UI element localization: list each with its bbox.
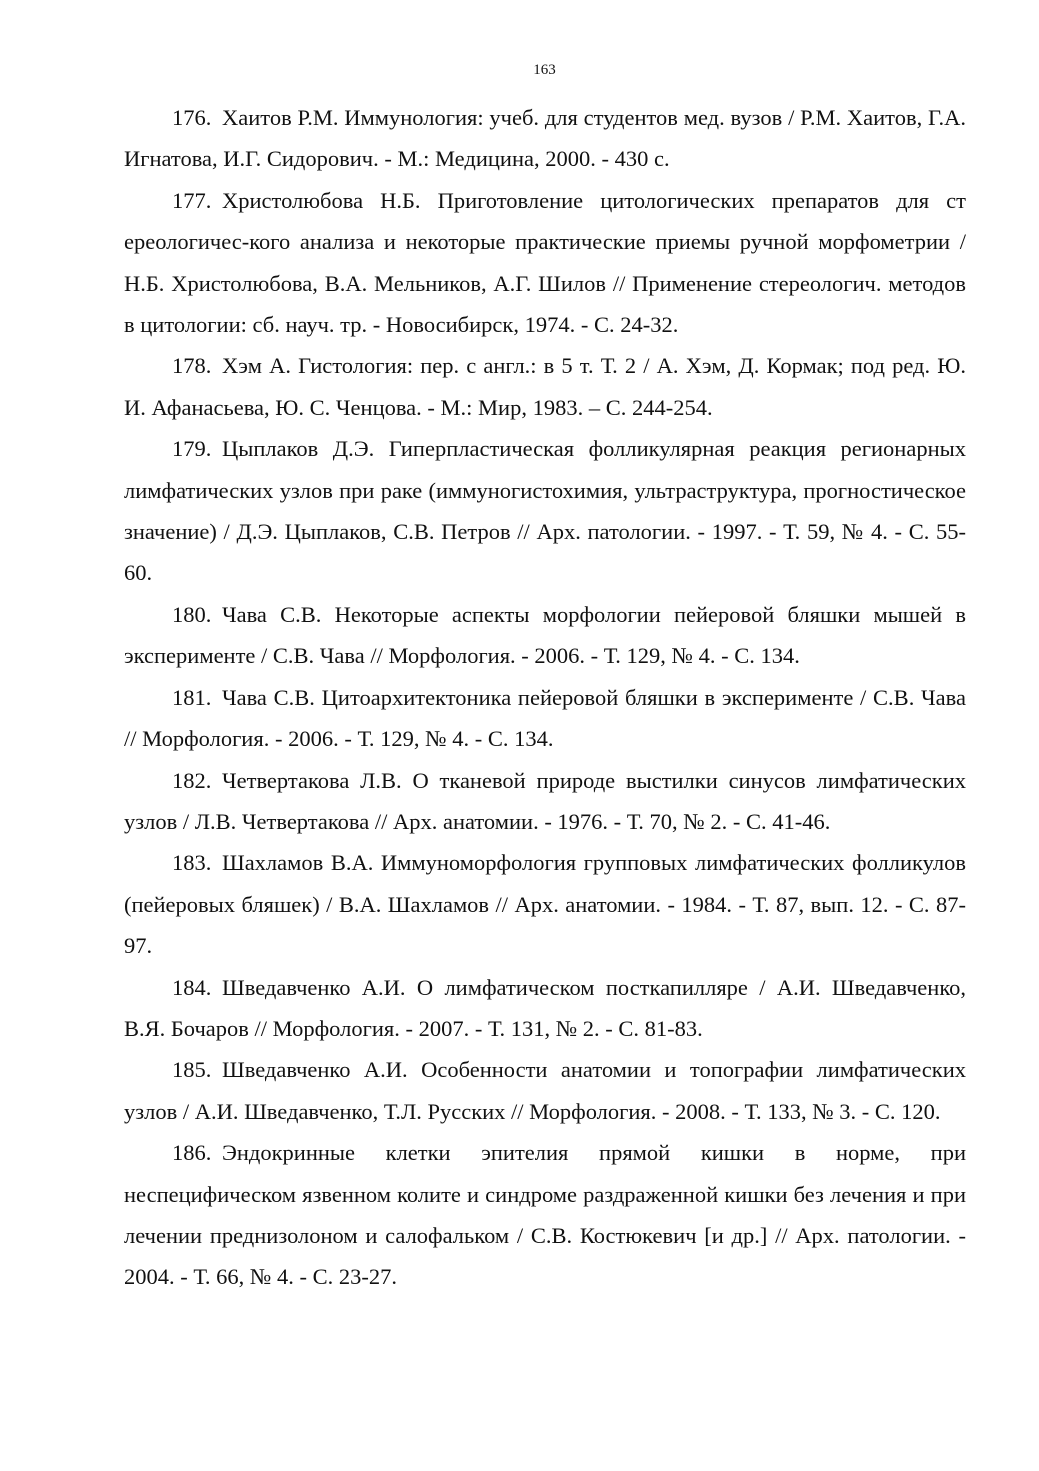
page-number: 163	[533, 62, 556, 78]
reference-number: 181.	[172, 684, 212, 710]
reference-item	[124, 677, 966, 760]
reference-item	[124, 967, 966, 1050]
reference-number: 182.	[172, 767, 212, 793]
reference-text: Чава С.В. Цитоархитектоника пейеровой бляшки в эксперименте / С.В. Чава // Морфология. - 2006. - Т. 129, № 4. - С. 134.	[124, 684, 966, 752]
reference-text: Чава С.В. Некоторые аспекты морфологии пейеровой бляшки мышей в эксперименте / С.В. Чава // Морфология. - 2006. - Т. 129, № 4. - С. 134.	[124, 601, 966, 669]
reference-number: 180.	[172, 601, 212, 627]
reference-number: 179.	[172, 436, 212, 462]
reference-text: Шахламов В.А. Иммуноморфология групповых лимфатических фолликулов (пейеровых бляшек) / В.А. Шахламов // Арх. анатомии. - 1984. - Т. 87, вып. 12. - С. 87-97.	[124, 850, 966, 959]
reference-item	[124, 594, 966, 677]
reference-text: Хаитов Р.М. Иммунология: учеб. для студентов мед. вузов / Р.М. Хаитов, Г.А. Игнатова, И.Г. Сидорович. - М.: Медицина, 2000. - 430 с.	[124, 105, 966, 172]
reference-text: Хэм А. Гистология: пер. с англ.: в 5 т. Т. 2 / А. Хэм, Д. Кормак; под ред. Ю. И. Афанасьева, Ю. С. Ченцова. - М.: Мир, 1983. – С. 244-254.	[124, 353, 966, 420]
reference-text: Шведавченко А.И. Особенности анатомии и топографии лимфатических узлов / А.И. Шведавченко, Т.Л. Русских // Морфология. - 2008. - Т. 133, № 3. - С. 120.	[124, 1057, 966, 1124]
reference-number: 186.	[172, 1140, 212, 1166]
reference-item	[124, 97, 966, 180]
reference-number: 177.	[172, 187, 212, 213]
reference-list	[124, 97, 966, 1298]
reference-item	[124, 1049, 966, 1132]
reference-number: 183.	[172, 850, 212, 876]
reference-text: Шведавченко А.И. О лимфатическом посткапилляре / А.И. Шведавченко, В.Я. Бочаров // Морфология. - 2007. - Т. 131, № 2. - С. 81-83.	[124, 974, 966, 1041]
reference-item	[124, 428, 966, 594]
reference-item	[124, 1132, 966, 1298]
reference-item	[124, 760, 966, 843]
reference-text: Четвертакова Л.В. О тканевой природе выстилки синусов лимфатических узлов / Л.В. Четвертакова // Арх. анатомии. - 1976. - Т. 70, № 2. - С. 41-46.	[124, 767, 966, 834]
reference-item	[124, 180, 966, 346]
reference-text: Эндокринные клетки эпителия прямой кишки в норме, при неспецифическом язвенном колите и синдроме раздраженной кишки без лечения и при лечении преднизолоном и салофальком / С.В. Костюкевич [и др.] // Арх. патологии. - 2004. - Т. 66, № 4. - С. 23-27.	[124, 1140, 966, 1290]
reference-text: Цыплаков Д.Э. Гиперпластическая фолликулярная реакция регионарных лимфатических узлов при раке (иммуногистохимия, ультраструктура, прогностическое значение) / Д.Э. Цыплаков, С.В. Петров // Арх. патологии. - 1997. - Т. 59, № 4. - С. 55-60.	[124, 436, 966, 586]
reference-item	[124, 842, 966, 966]
reference-item	[124, 345, 966, 428]
reference-text: Христолюбова Н.Б. Приготовление цитологических препаратов для ст ереологичес-кого анализа и некоторые практические приемы ручной морфометрии / Н.Б. Христолюбова, В.А. Мельников, А.Г. Шилов // Применение стереологич. методов в цитологии: сб. науч. тр. - Новосибирск, 1974. - С. 24-32.	[124, 187, 966, 338]
reference-number: 184.	[172, 974, 212, 1000]
reference-number: 185.	[172, 1057, 212, 1083]
reference-number: 178.	[172, 353, 212, 379]
reference-number: 176.	[172, 105, 212, 130]
